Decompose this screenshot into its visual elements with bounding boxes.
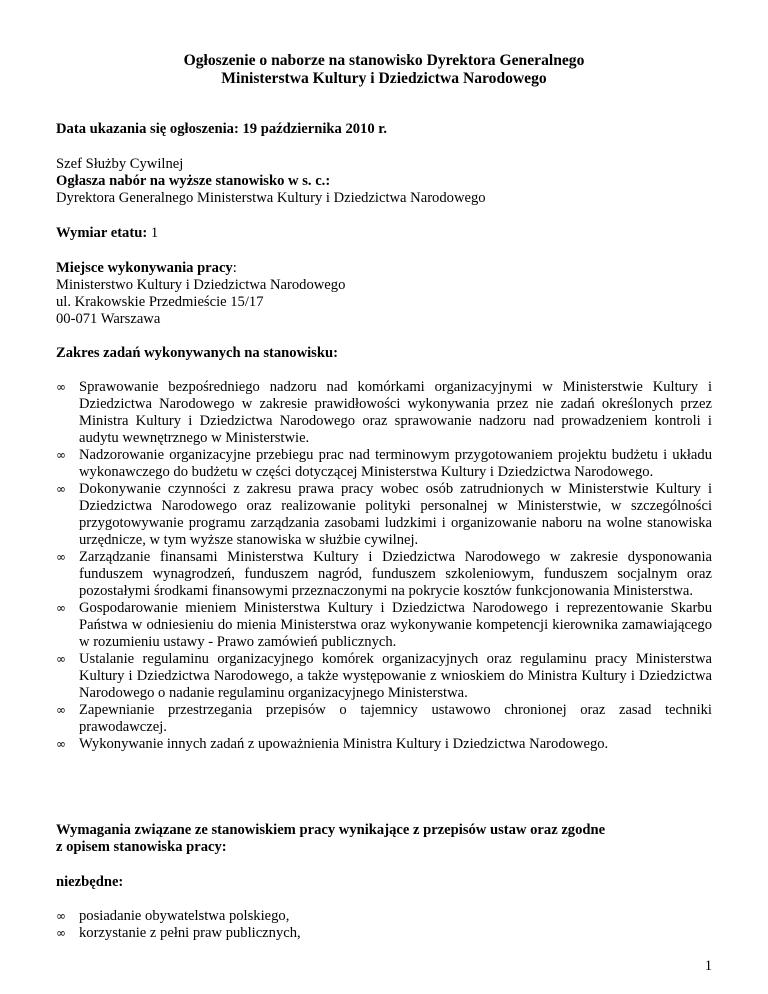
list-item [56,651,712,702]
necessary-heading: niezbędne: [56,874,124,890]
task-text: Ustalanie regulaminu organizacyjnego komórek organizacyjnych oraz regulaminu pracy Ministerstwa Kultury i Dziedzictwa Narodowego, a także występowanie z wnioskiem do Ministra Kultury i Dziedzictwa Narodowego o nadanie regulaminu organizacyjnego Ministerstwa. [79,651,712,701]
location-line-3: 00-071 Warszawa [56,311,161,327]
list-item [56,379,712,447]
etat-section [56,225,712,242]
tasks-heading: Zakres zadań wykonywanych na stanowisku: [56,345,338,361]
list-item [56,481,712,549]
issuer-line-1: Szef Służby Cywilnej [56,156,184,172]
bullet-icon: ∞ [56,482,66,496]
bullet-icon: ∞ [56,703,66,717]
location-line-2: ul. Krakowskie Przedmieście 15/17 [56,294,264,310]
task-text: Wykonywanie innych zadań z upoważnienia Ministra Kultury i Dziedzictwa Narodowego. [79,736,609,752]
publication-date: Data ukazania się ogłoszenia: 19 października 2010 r. [56,121,388,137]
issuer-line-3: Dyrektora Generalnego Ministerstwa Kultury i Dziedzictwa Narodowego [56,190,486,206]
task-text: Zapewnianie przestrzegania przepisów o tajemnicy ustawowo chronionej oraz zasad techniki prawodawczej. [79,702,712,735]
bullet-icon: ∞ [56,926,66,940]
location-colon: : [232,260,237,276]
task-text: Dokonywanie czynności z zakresu prawa pracy wobec osób zatrudnionych w Ministerstwie Kultury i Dziedzictwa Narodowego oraz realizowanie polityki personalnej w Ministerstwie, w szczególności przygotowywanie programu zarządzania zasobami ludzkimi i organizowanie naboru na wolne stanowiska urzędnicze, w tym wyższe stanowiska w służbie cywilnej. [79,481,712,548]
bullet-icon: ∞ [56,380,66,394]
title-line-2: Ministerstwa Kultury i Dziedzictwa Narodowego [221,70,547,87]
bullet-icon: ∞ [56,550,66,564]
necessary-list [56,908,712,942]
bullet-icon: ∞ [56,737,66,751]
list-item [56,908,712,925]
requirement-text: korzystanie z pełni praw publicznych, [79,925,301,941]
location-label: Miejsce wykonywania pracy [56,260,233,276]
etat-value: 1 [147,225,159,241]
bullet-icon: ∞ [56,448,66,462]
list-item [56,736,712,753]
etat-label: Wymiar etatu: [56,225,148,241]
page-number: 1 [704,958,712,974]
requirements-heading [56,822,712,856]
location-section [56,260,712,328]
list-item [56,600,712,651]
list-item [56,447,712,481]
bullet-icon: ∞ [56,601,66,615]
issuer-line-2: Ogłasza nabór na wyższe stanowisko w s. c.: [56,173,331,189]
title-line-1: Ogłoszenie o naborze na stanowisko Dyrektora Generalnego [183,52,585,69]
requirements-heading-line-1: Wymagania związane ze stanowiskiem pracy wynikające z przepisów ustaw oraz zgodne [56,822,606,838]
task-text: Zarządzanie finansami Ministerstwa Kultury i Dziedzictwa Narodowego w zakresie dysponowania funduszem wynagrodzeń, funduszem nagród, funduszem szkoleniowym, funduszem socjalnym oraz pozostałymi środkami finansowymi przeznaczonymi na pokrycie kosztów funkcjonowania Ministerstwa. [79,549,712,599]
location-line-1: Ministerstwo Kultury i Dziedzictwa Narodowego [56,277,346,293]
bullet-icon: ∞ [56,652,66,666]
task-text: Sprawowanie bezpośredniego nadzoru nad komórkami organizacyjnymi w Ministerstwie Kultury i Dziedzictwa Narodowego w zakresie prawidłowości wykonywania przez nie zadań określonych przez Ministra Kultury i Dziedzictwa Narodowego oraz sprawowanie nadzoru nad prowadzeniem kontroli i audytu wewnętrznego w Ministerstwie. [79,379,712,446]
task-text: Gospodarowanie mieniem Ministerstwa Kultury i Dziedzictwa Narodowego i reprezentowanie Skarbu Państwa w odniesieniu do mienia Ministerstwa oraz wykonywanie kompetencji kierownika zamawiającego w rozumieniu ustawy - Prawo zamówień publicznych. [79,600,712,650]
tasks-list [56,379,712,753]
requirements-heading-line-2: z opisem stanowiska pracy: [56,839,227,855]
task-text: Nadzorowanie organizacyjne przebiegu prac nad terminowym przygotowaniem projektu budżetu i układu wykonawczego do budżetu w części dotyczącej Ministerstwa Kultury i Dziedzictwa Narodowego. [79,447,712,480]
list-item [56,549,712,600]
requirement-text: posiadanie obywatelstwa polskiego, [79,908,290,924]
document-title [100,52,668,88]
issuer-section [56,156,712,207]
list-item [56,702,712,736]
list-item [56,925,712,942]
bullet-icon: ∞ [56,909,66,923]
